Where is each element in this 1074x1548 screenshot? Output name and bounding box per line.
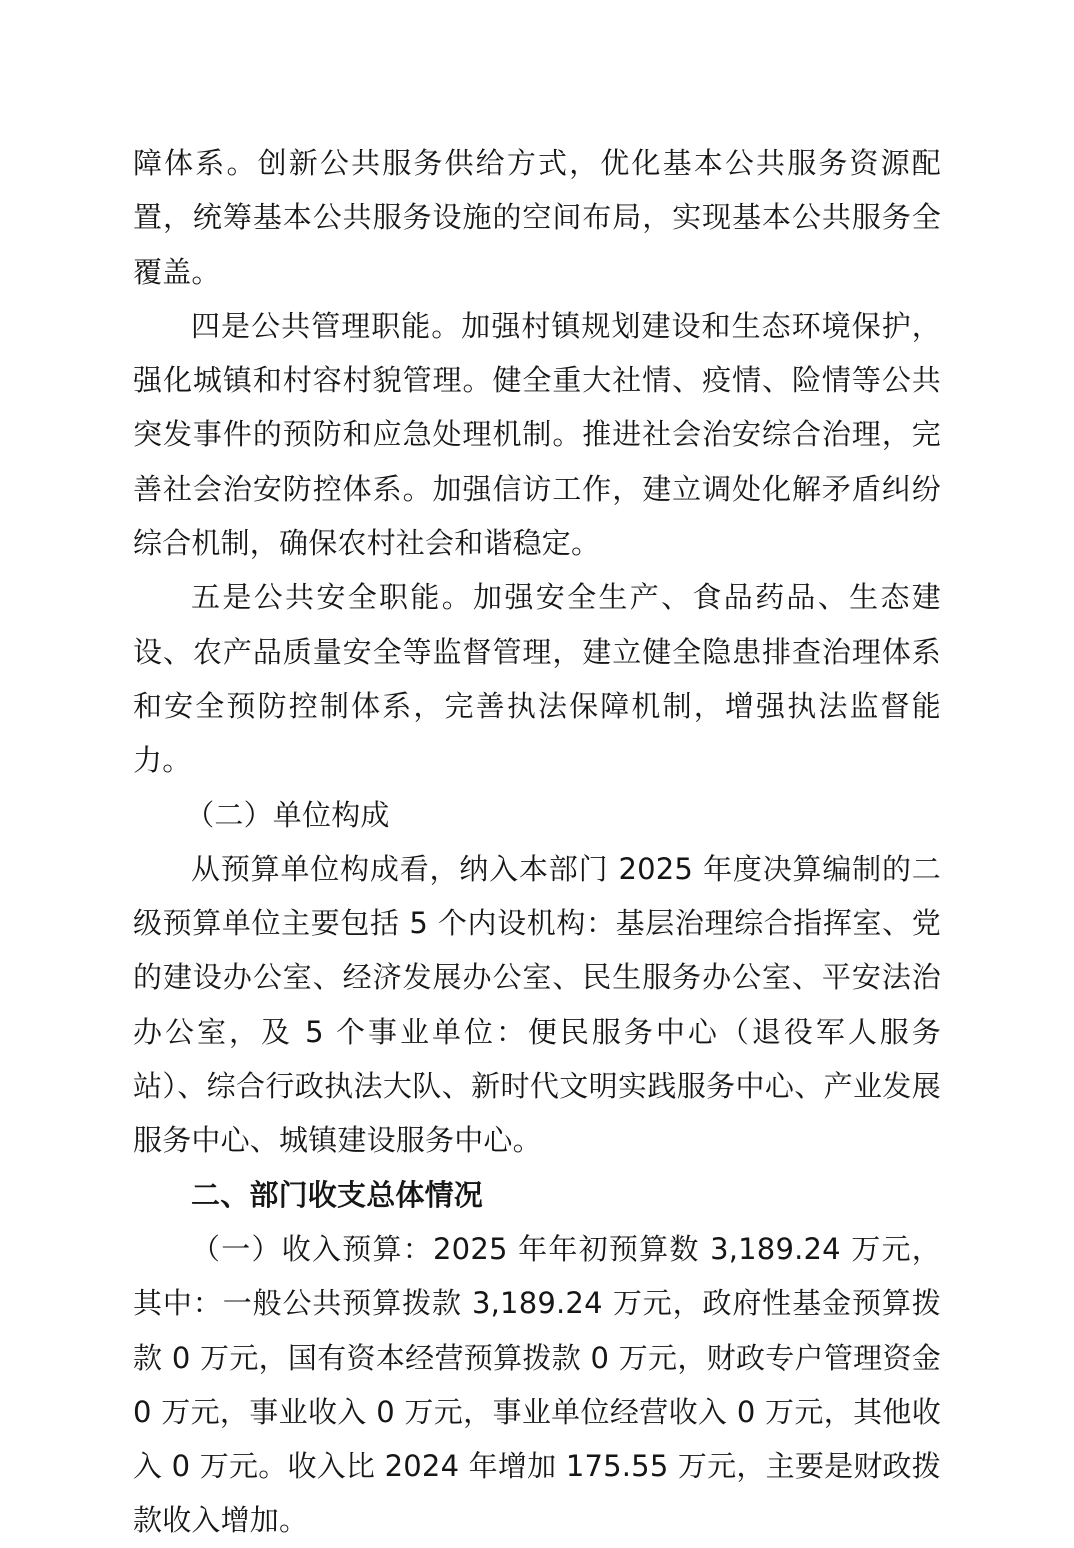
paragraph-unit-composition: 从预算单位构成看，纳入本部门 2025 年度决算编制的二级预算单位主要包括 5 个内设机构：基层治理综合指挥室、党的建设办公室、经济发展办公室、民生服务办公室、平安法治办公室，及 5 个事业单位：便民服务中心（退役军人服务站）、综合行政执法大队、新时代文明实践服务中心、产业发展服务中心、城镇建设服务中心。 bbox=[133, 851, 941, 1158]
income-budget-lead: （一）收入预算： bbox=[191, 1231, 434, 1266]
paragraph-public-service-continuation: 障体系。创新公共服务供给方式，优化基本公共服务资源配置，统筹基本公共服务设施的空间布局，实现基本公共服务全覆盖。 bbox=[133, 146, 941, 289]
paragraph-income-budget bbox=[133, 1222, 941, 1548]
paragraph-public-safety: 五是公共安全职能。加强安全生产、食品药品、生态建设、农产品质量安全等监督管理，建立健全隐患排查治理体系和安全预防控制体系，完善执法保障机制，增强执法监督能力。 bbox=[133, 580, 941, 778]
paragraph-public-management: 四是公共管理职能。加强村镇规划建设和生态环境保护，强化城镇和村容村貌管理。健全重大社情、疫情、险情等公共突发事件的预防和应急处理机制。推进社会治安综合治理，完善社会治安防控体系。加强信访工作，建立调处化解矛盾纠纷综合机制，确保农村社会和谐稳定。 bbox=[133, 308, 941, 561]
subheading-unit-composition: （二）单位构成 bbox=[185, 797, 390, 832]
heading-income-expenditure-overview: 二、部门收支总体情况 bbox=[191, 1177, 484, 1212]
income-budget-text: 2025 年年初预算数 3,189.24 万元，其中：一般公共预算拨款 3,189.24 万元，政府性基金预算拨款 0 万元，国有资本经营预算拨款 0 万元，财政专户管理资金 0 万元，事业收入 0 万元，事业单位经营收入 0 万元，其他收入 0 万元。收入比 2024 年增加 175.55 万元，主要是财政拨款收入增加。 bbox=[133, 1231, 941, 1538]
document-body bbox=[133, 136, 941, 1548]
